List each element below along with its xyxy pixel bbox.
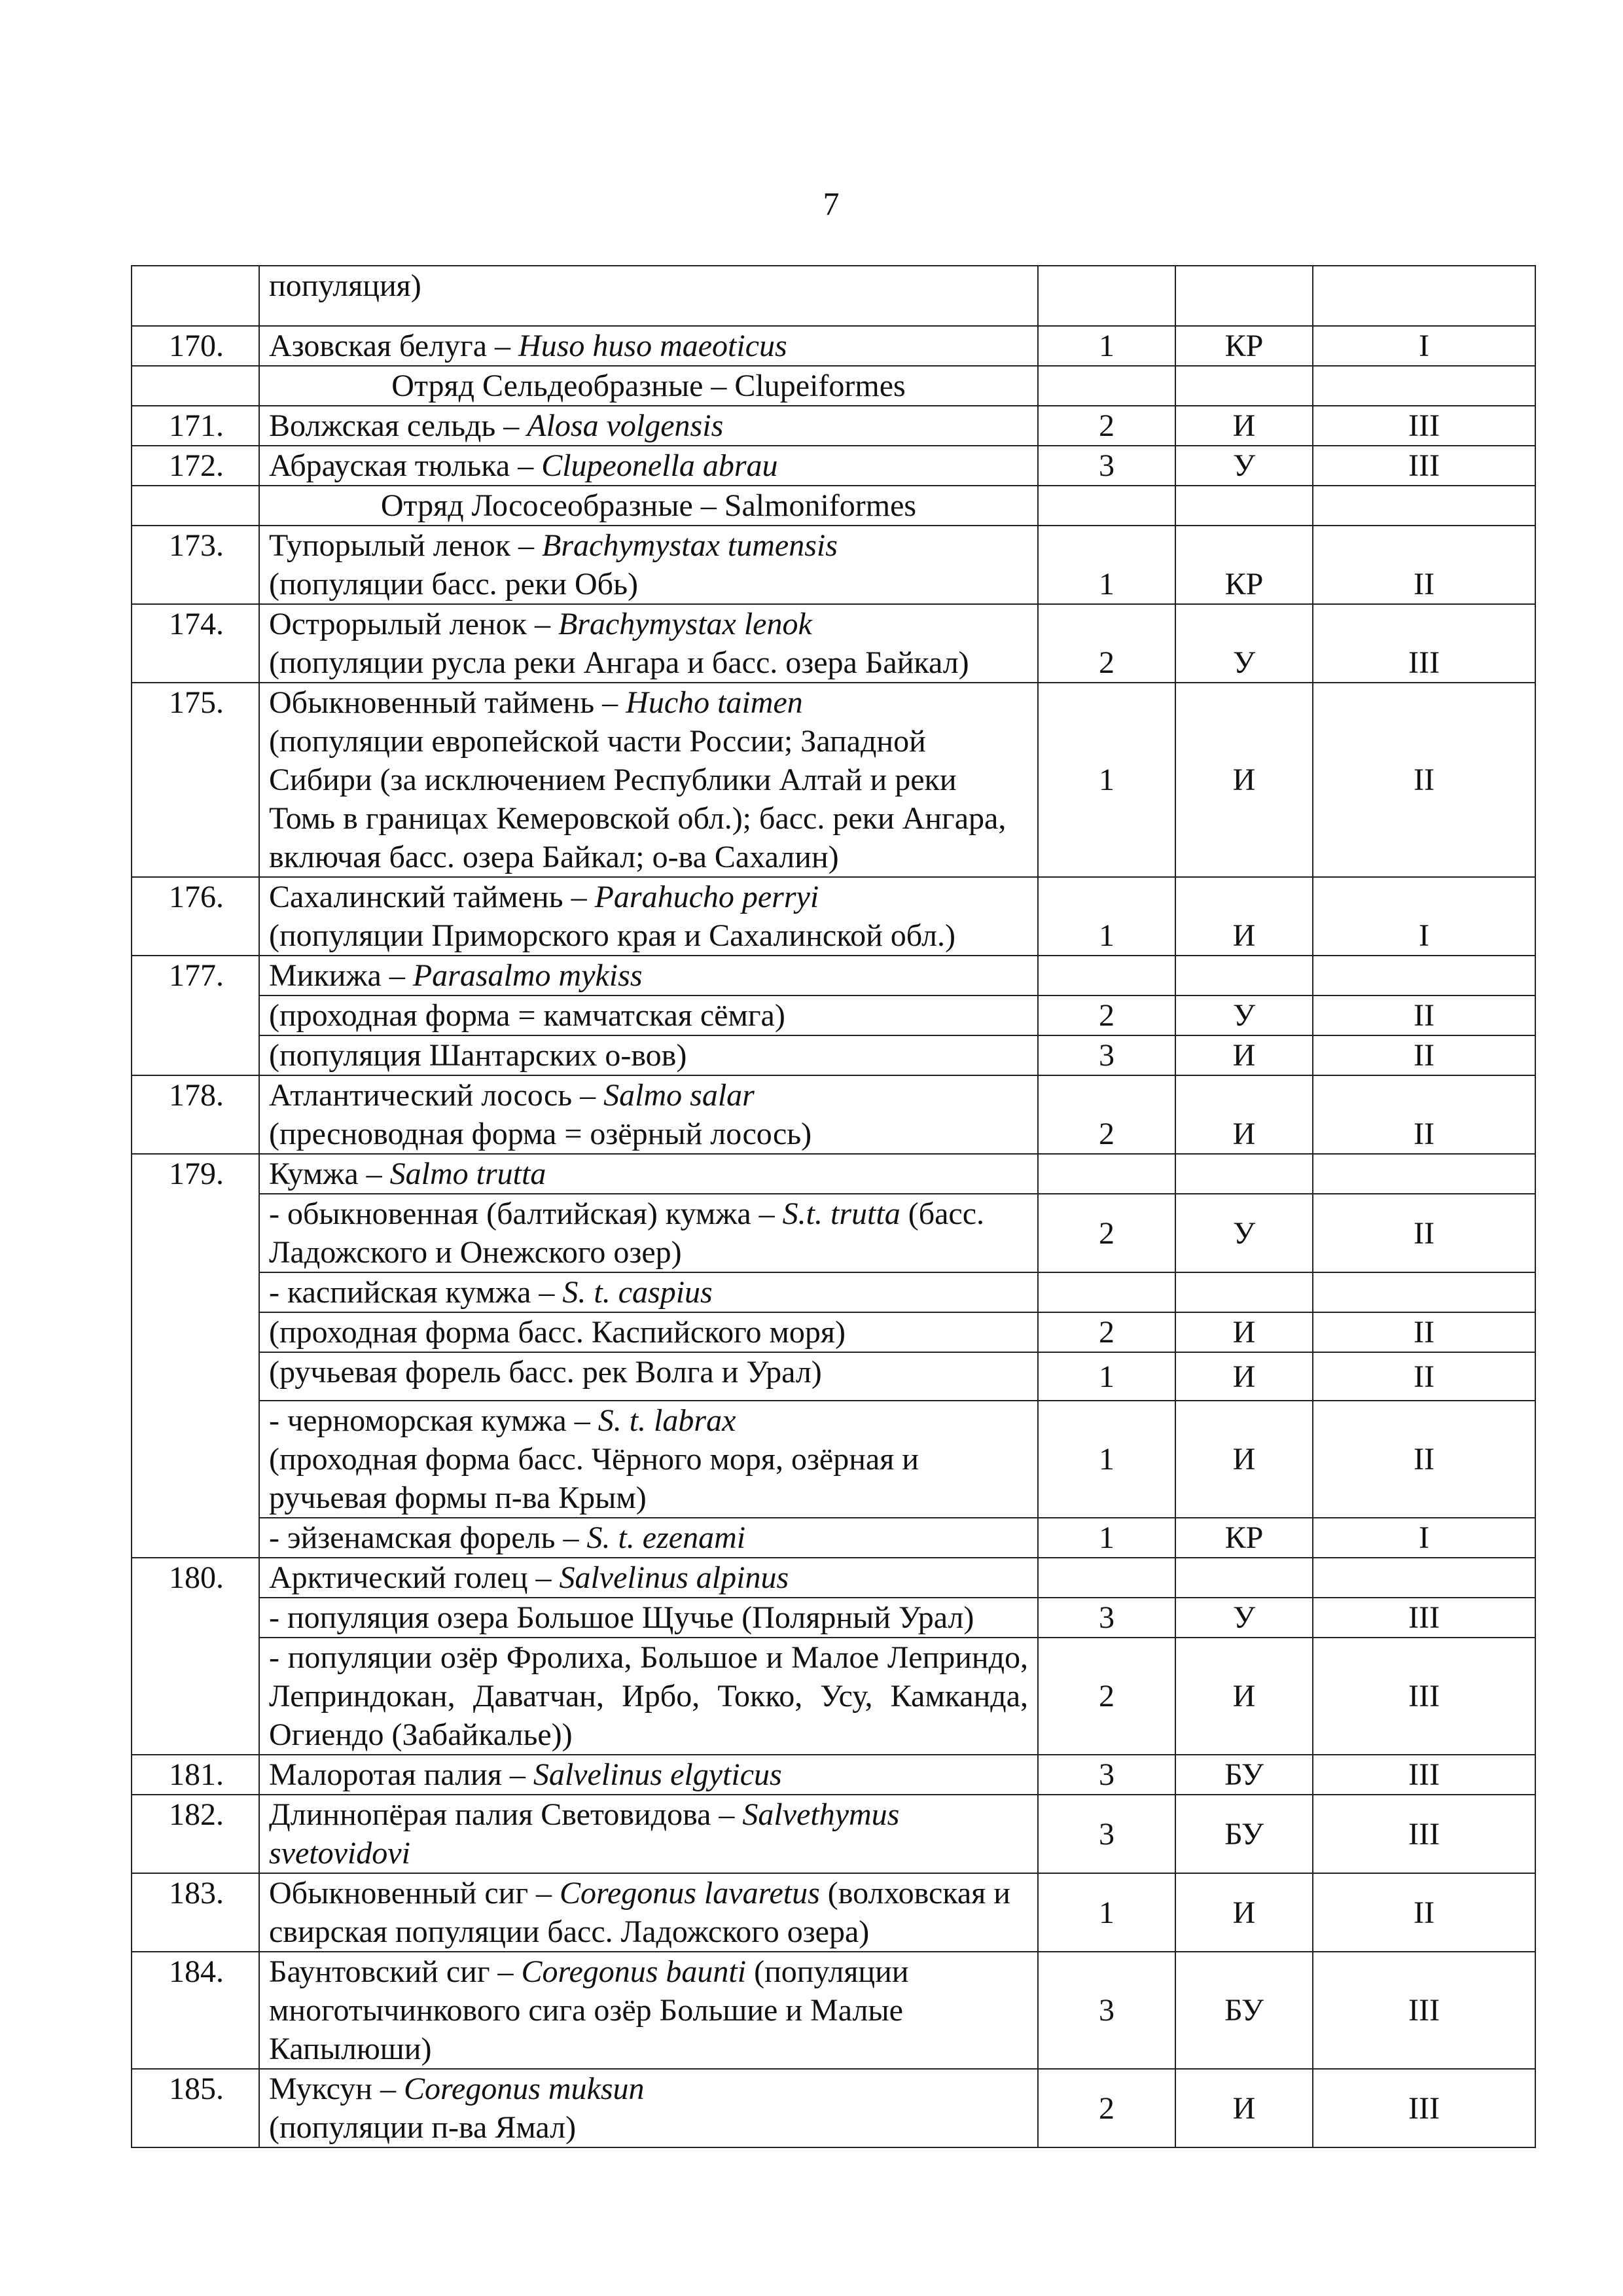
- group-cell: III: [1313, 1795, 1535, 1873]
- table-row: [132, 1873, 1535, 1952]
- category-cell: 1: [1038, 1873, 1175, 1952]
- group-cell: II: [1313, 1401, 1535, 1518]
- species-cell: Баунтовский сиг – Coregonus baunti (популяции многотычинкового сига озёр Большие и Малые Капылюши): [259, 1952, 1038, 2069]
- table-row: [132, 604, 1535, 683]
- order-title: Отряд Сельдеобразные – Clupeiformes: [259, 366, 1038, 406]
- status-cell: И: [1175, 683, 1313, 877]
- table-row: [132, 406, 1535, 446]
- group-cell: II: [1313, 1873, 1535, 1952]
- group-cell: III: [1313, 446, 1535, 486]
- group-cell: III: [1313, 1638, 1535, 1755]
- table-row: [132, 1558, 1535, 1598]
- table-row: [132, 877, 1535, 956]
- category-cell: 3: [1038, 1598, 1175, 1638]
- species-cell: Обыкновенный таймень – Hucho taimen (популяции европейской части России; Западной Сибири (за исключением Республики Алтай и реки Томь в границах Кемеровской обл.); басс. реки Ангара, включая басс. озера Байкал; о-ва Сахалин): [259, 683, 1038, 877]
- species-cell: Сахалинский таймень – Parahucho perryi (популяции Приморского края и Сахалинской обл.): [259, 877, 1038, 956]
- status-cell: У: [1175, 604, 1313, 683]
- row-number: 182.: [132, 1795, 259, 1873]
- table-row: [132, 956, 1535, 996]
- row-number: 184.: [132, 1952, 259, 2069]
- group-cell: III: [1313, 1952, 1535, 2069]
- table-subrow: [132, 1312, 1535, 1352]
- category-cell: 2: [1038, 406, 1175, 446]
- category-cell: 1: [1038, 1518, 1175, 1558]
- status-cell: КР: [1175, 326, 1313, 366]
- row-number: 183.: [132, 1873, 259, 1952]
- page-number: 7: [823, 185, 840, 222]
- species-cell: Обыкновенный сиг – Coregonus lavaretus (волховская и свирская популяции басс. Ладожского озера): [259, 1873, 1038, 1952]
- table-subrow: [132, 1035, 1535, 1075]
- group-cell: II: [1313, 996, 1535, 1035]
- category-cell: 2: [1038, 1194, 1175, 1272]
- group-cell: II: [1313, 683, 1535, 877]
- status-cell: У: [1175, 1598, 1313, 1638]
- table-row: [132, 1795, 1535, 1873]
- subrow-text: - обыкновенная (балтийская) кумжа – S.t. trutta (басс. Ладожского и Онежского озер): [259, 1194, 1038, 1272]
- row-number: 185.: [132, 2069, 259, 2147]
- species-cell: Длиннопёрая палия Световидова – Salvethymus svetovidovi: [259, 1795, 1038, 1873]
- row-number: 171.: [132, 406, 259, 446]
- table-row: [132, 1755, 1535, 1795]
- table-row: [132, 2069, 1535, 2147]
- group-cell: III: [1313, 406, 1535, 446]
- category-cell: 1: [1038, 526, 1175, 604]
- group-cell: I: [1313, 326, 1535, 366]
- table-subrow: [132, 1194, 1535, 1272]
- row-number: 173.: [132, 526, 259, 604]
- status-cell: У: [1175, 1194, 1313, 1272]
- table-row: [132, 1154, 1535, 1194]
- group-cell: III: [1313, 2069, 1535, 2147]
- table-subrow: [132, 1401, 1535, 1518]
- table-row: [132, 326, 1535, 366]
- table-row: [132, 1075, 1535, 1154]
- status-cell: У: [1175, 446, 1313, 486]
- subrow-text: (популяция Шантарских о-вов): [259, 1035, 1038, 1075]
- row-number: 177.: [132, 956, 259, 1075]
- group-cell: II: [1313, 1194, 1535, 1272]
- category-cell: 2: [1038, 604, 1175, 683]
- species-cell: Кумжа – Salmo trutta: [259, 1154, 1038, 1194]
- order-title: Отряд Лососеобразные – Salmoniformes: [259, 486, 1038, 526]
- status-cell: И: [1175, 1352, 1313, 1401]
- subrow-text: - популяции озёр Фролиха, Большое и Малое Леприндо, Леприндокан, Даватчан, Ирбо, Токко, Усу, Камканда, Огиендо (Забайкалье)): [259, 1638, 1038, 1755]
- status-cell: И: [1175, 1873, 1313, 1952]
- row-number: 172.: [132, 446, 259, 486]
- group-cell: II: [1313, 1352, 1535, 1401]
- species-cell: Тупорылый ленок – Brachymystax tumensis (популяции басс. реки Обь): [259, 526, 1038, 604]
- table-subrow: [132, 996, 1535, 1035]
- group-cell: I: [1313, 1518, 1535, 1558]
- order-header-row: [132, 366, 1535, 406]
- species-cell: Муксун – Coregonus muksun (популяции п-ва Ямал): [259, 2069, 1038, 2147]
- status-cell: И: [1175, 1312, 1313, 1352]
- subrow-text: (проходная форма басс. Каспийского моря): [259, 1312, 1038, 1352]
- group-cell: I: [1313, 877, 1535, 956]
- subrow-text: (проходная форма = камчатская сёмга): [259, 996, 1038, 1035]
- group-cell: III: [1313, 1755, 1535, 1795]
- row-number: 180.: [132, 1558, 259, 1755]
- row-number: 175.: [132, 683, 259, 877]
- status-cell: И: [1175, 1035, 1313, 1075]
- category-cell: 1: [1038, 683, 1175, 877]
- category-cell: 3: [1038, 1795, 1175, 1873]
- status-cell: БУ: [1175, 1795, 1313, 1873]
- row-number: 170.: [132, 326, 259, 366]
- category-cell: 2: [1038, 1638, 1175, 1755]
- subrow-text: - каспийская кумжа – S. t. caspius: [259, 1272, 1038, 1312]
- group-cell: II: [1313, 1075, 1535, 1154]
- row-number: 181.: [132, 1755, 259, 1795]
- category-cell: 1: [1038, 877, 1175, 956]
- group-cell: II: [1313, 1035, 1535, 1075]
- species-cell: Абрауская тюлька – Clupeonella abrau: [259, 446, 1038, 486]
- category-cell: 3: [1038, 1755, 1175, 1795]
- species-cell: Малоротая палия – Salvelinus elgyticus: [259, 1755, 1038, 1795]
- row-number: 178.: [132, 1075, 259, 1154]
- group-cell: III: [1313, 1598, 1535, 1638]
- status-cell: БУ: [1175, 1755, 1313, 1795]
- status-cell: И: [1175, 1638, 1313, 1755]
- status-cell: И: [1175, 877, 1313, 956]
- category-cell: 3: [1038, 446, 1175, 486]
- category-cell: 2: [1038, 2069, 1175, 2147]
- species-cell: Микижа – Parasalmo mykiss: [259, 956, 1038, 996]
- species-cell: Арктический голец – Salvelinus alpinus: [259, 1558, 1038, 1598]
- continuation-text: популяция): [259, 266, 1038, 326]
- species-cell: Волжская сельдь – Alosa volgensis: [259, 406, 1038, 446]
- group-cell: II: [1313, 1312, 1535, 1352]
- row-number: 179.: [132, 1154, 259, 1558]
- subrow-text: - эйзенамская форель – S. t. ezenami: [259, 1518, 1038, 1558]
- species-cell: Азовская белуга – Huso huso maeoticus: [259, 326, 1038, 366]
- table-row: [132, 266, 1535, 326]
- table-subrow: [132, 1272, 1535, 1312]
- category-cell: 2: [1038, 1312, 1175, 1352]
- category-cell: 3: [1038, 1035, 1175, 1075]
- species-cell: Острорылый ленок – Brachymystax lenok (популяции русла реки Ангара и басс. озера Байкал): [259, 604, 1038, 683]
- species-cell: Атлантический лосось – Salmo salar (пресноводная форма = озёрный лосось): [259, 1075, 1038, 1154]
- table-subrow: [132, 1598, 1535, 1638]
- category-cell: 2: [1038, 996, 1175, 1035]
- group-cell: II: [1313, 526, 1535, 604]
- species-table: [131, 265, 1536, 2148]
- table-row: [132, 446, 1535, 486]
- status-cell: КР: [1175, 1518, 1313, 1558]
- table-subrow: [132, 1638, 1535, 1755]
- status-cell: И: [1175, 406, 1313, 446]
- row-number: 174.: [132, 604, 259, 683]
- category-cell: 3: [1038, 1952, 1175, 2069]
- table-row: [132, 526, 1535, 604]
- status-cell: КР: [1175, 526, 1313, 604]
- table-row: [132, 683, 1535, 877]
- table-subrow: [132, 1352, 1535, 1401]
- category-cell: 1: [1038, 1401, 1175, 1518]
- subrow-text: - популяция озера Большое Щучье (Полярный Урал): [259, 1598, 1038, 1638]
- category-cell: 1: [1038, 1352, 1175, 1401]
- order-header-row: [132, 486, 1535, 526]
- subrow-text: (ручьевая форель басс. рек Волга и Урал): [259, 1352, 1038, 1401]
- group-cell: III: [1313, 604, 1535, 683]
- status-cell: У: [1175, 996, 1313, 1035]
- status-cell: И: [1175, 2069, 1313, 2147]
- category-cell: 1: [1038, 326, 1175, 366]
- status-cell: И: [1175, 1401, 1313, 1518]
- status-cell: И: [1175, 1075, 1313, 1154]
- table-row: [132, 1952, 1535, 2069]
- category-cell: 2: [1038, 1075, 1175, 1154]
- table-subrow: [132, 1518, 1535, 1558]
- row-number: 176.: [132, 877, 259, 956]
- status-cell: БУ: [1175, 1952, 1313, 2069]
- subrow-text: - черноморская кумжа – S. t. labrax (проходная форма басс. Чёрного моря, озёрная и ручьевая формы п-ва Крым): [259, 1401, 1038, 1518]
